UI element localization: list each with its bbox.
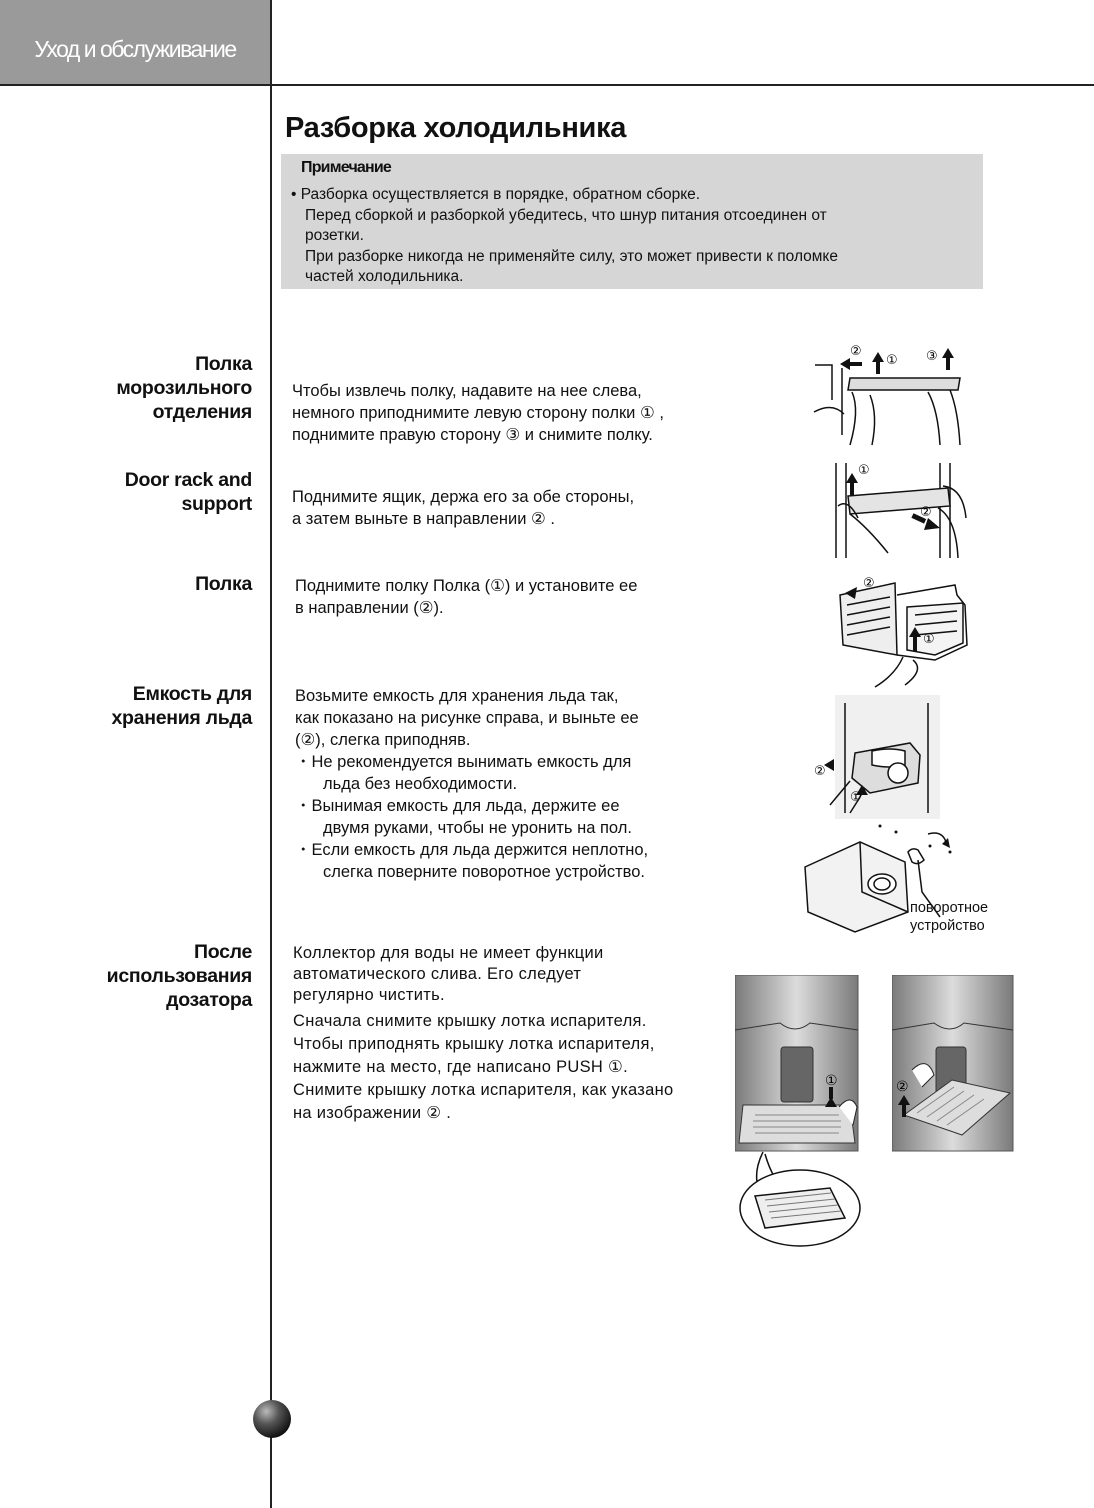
note-heading: Примечание [301,159,392,176]
note-line: При разборке никогда не применяйте силу, это может привести к поломке [305,247,839,265]
section-text-freezer-shelf: Чтобы извлечь полку, надавите на нее слева, немного приподнимите левую сторону полки ① , поднимите правую сторону ③ и снимите полку. [292,382,664,444]
marker-1: ① [850,790,862,805]
section-tab [0,0,270,84]
section-title-ice-bin: Емкость для хранения льда [111,683,252,729]
shelf-illustration [835,565,975,690]
section-text-ice-bin: Возьмите емкость для хранения льда так, как показано на рисунке справа, и выньте ее (②), слегка приподняв. ・Не рекомендуется вынимать емкость для льда без необходимости. ・Вынимая емкость для льда, держите ее двумя руками, чтобы не уронить на пол. ・Если емкость для льда держится неплотно, слегка поверните поворотное устройство. [295,687,649,881]
margin-rule [270,0,272,1508]
section-text-after-dispenser: Коллектор для воды не имеет функции автоматического слива. Его следует регулярно чистить. [293,944,604,1004]
dispenser-tray-push-illustration [735,975,860,1153]
marker-2: ② [863,576,875,591]
ice-bin-bullet: ・Вынимая емкость для льда, держите ее двумя руками, чтобы не уронить на пол. [295,797,632,837]
section-text-door-rack: Поднимите ящик, держа его за обе стороны, а затем выньте в направлении ② . [292,488,635,528]
ice-bin-bullet: ・Если емкость для льда держится неплотно, слегка поверните поворотное устройство. [295,841,649,881]
marker-2: ② [896,1079,909,1095]
section-text-after-dispenser-steps: Сначала снимите крышку лотка испарителя. Чтобы приподнять крышку лотка испарителя, нажмите на место, где написано PUSH ①. Снимите крышку лотка испарителя, как указано на изображении ② . [293,1012,674,1122]
section-title-after-dispenser: После использования дозатора [106,941,252,1011]
header-rule [0,84,1094,86]
note-line: розетки. [305,227,364,244]
section-title-door-rack: Door rack and support [124,469,252,515]
rotator-caption: поворотное устройство [910,900,989,934]
marker-2: ② [920,505,932,520]
note-body [291,185,838,288]
door-rack-illustration [828,458,973,563]
section-title-shelf: Полка [195,573,252,595]
note-box [281,154,983,289]
tray-cover-detail-illustration [735,1148,865,1248]
section-text-shelf: Поднимите полку Полка (①) и установите ее в направлении (②). [295,577,638,617]
dispenser-tray-remove-illustration [892,975,1015,1153]
section-title-freezer-shelf: Полка морозильного отделения [116,353,252,423]
marker-2: ② [850,344,862,359]
marker-1: ① [858,463,870,478]
marker-1: ① [923,632,935,647]
marker-1: ① [825,1073,838,1089]
marker-1: ① [886,353,898,368]
ice-bin-bullet: ・Не рекомендуется вынимать емкость для льда без необходимости. [295,753,632,793]
note-line: • Разборка осуществляется в порядке, обратном сборке. [291,186,701,203]
page-title: Разборка холодильника [285,112,627,144]
note-line: Перед сборкой и разборкой убедитесь, что шнур питания отсоединен от [305,206,827,224]
marker-2: ② [814,764,826,779]
marker-3: ③ [926,349,938,364]
page-marker [253,1400,291,1438]
note-line: частей холодильника. [305,268,464,285]
section-tab-label: Уход и обслуживание [34,36,236,62]
ice-bin-removal-illustration [810,693,945,823]
freezer-shelf-illustration [810,340,970,450]
